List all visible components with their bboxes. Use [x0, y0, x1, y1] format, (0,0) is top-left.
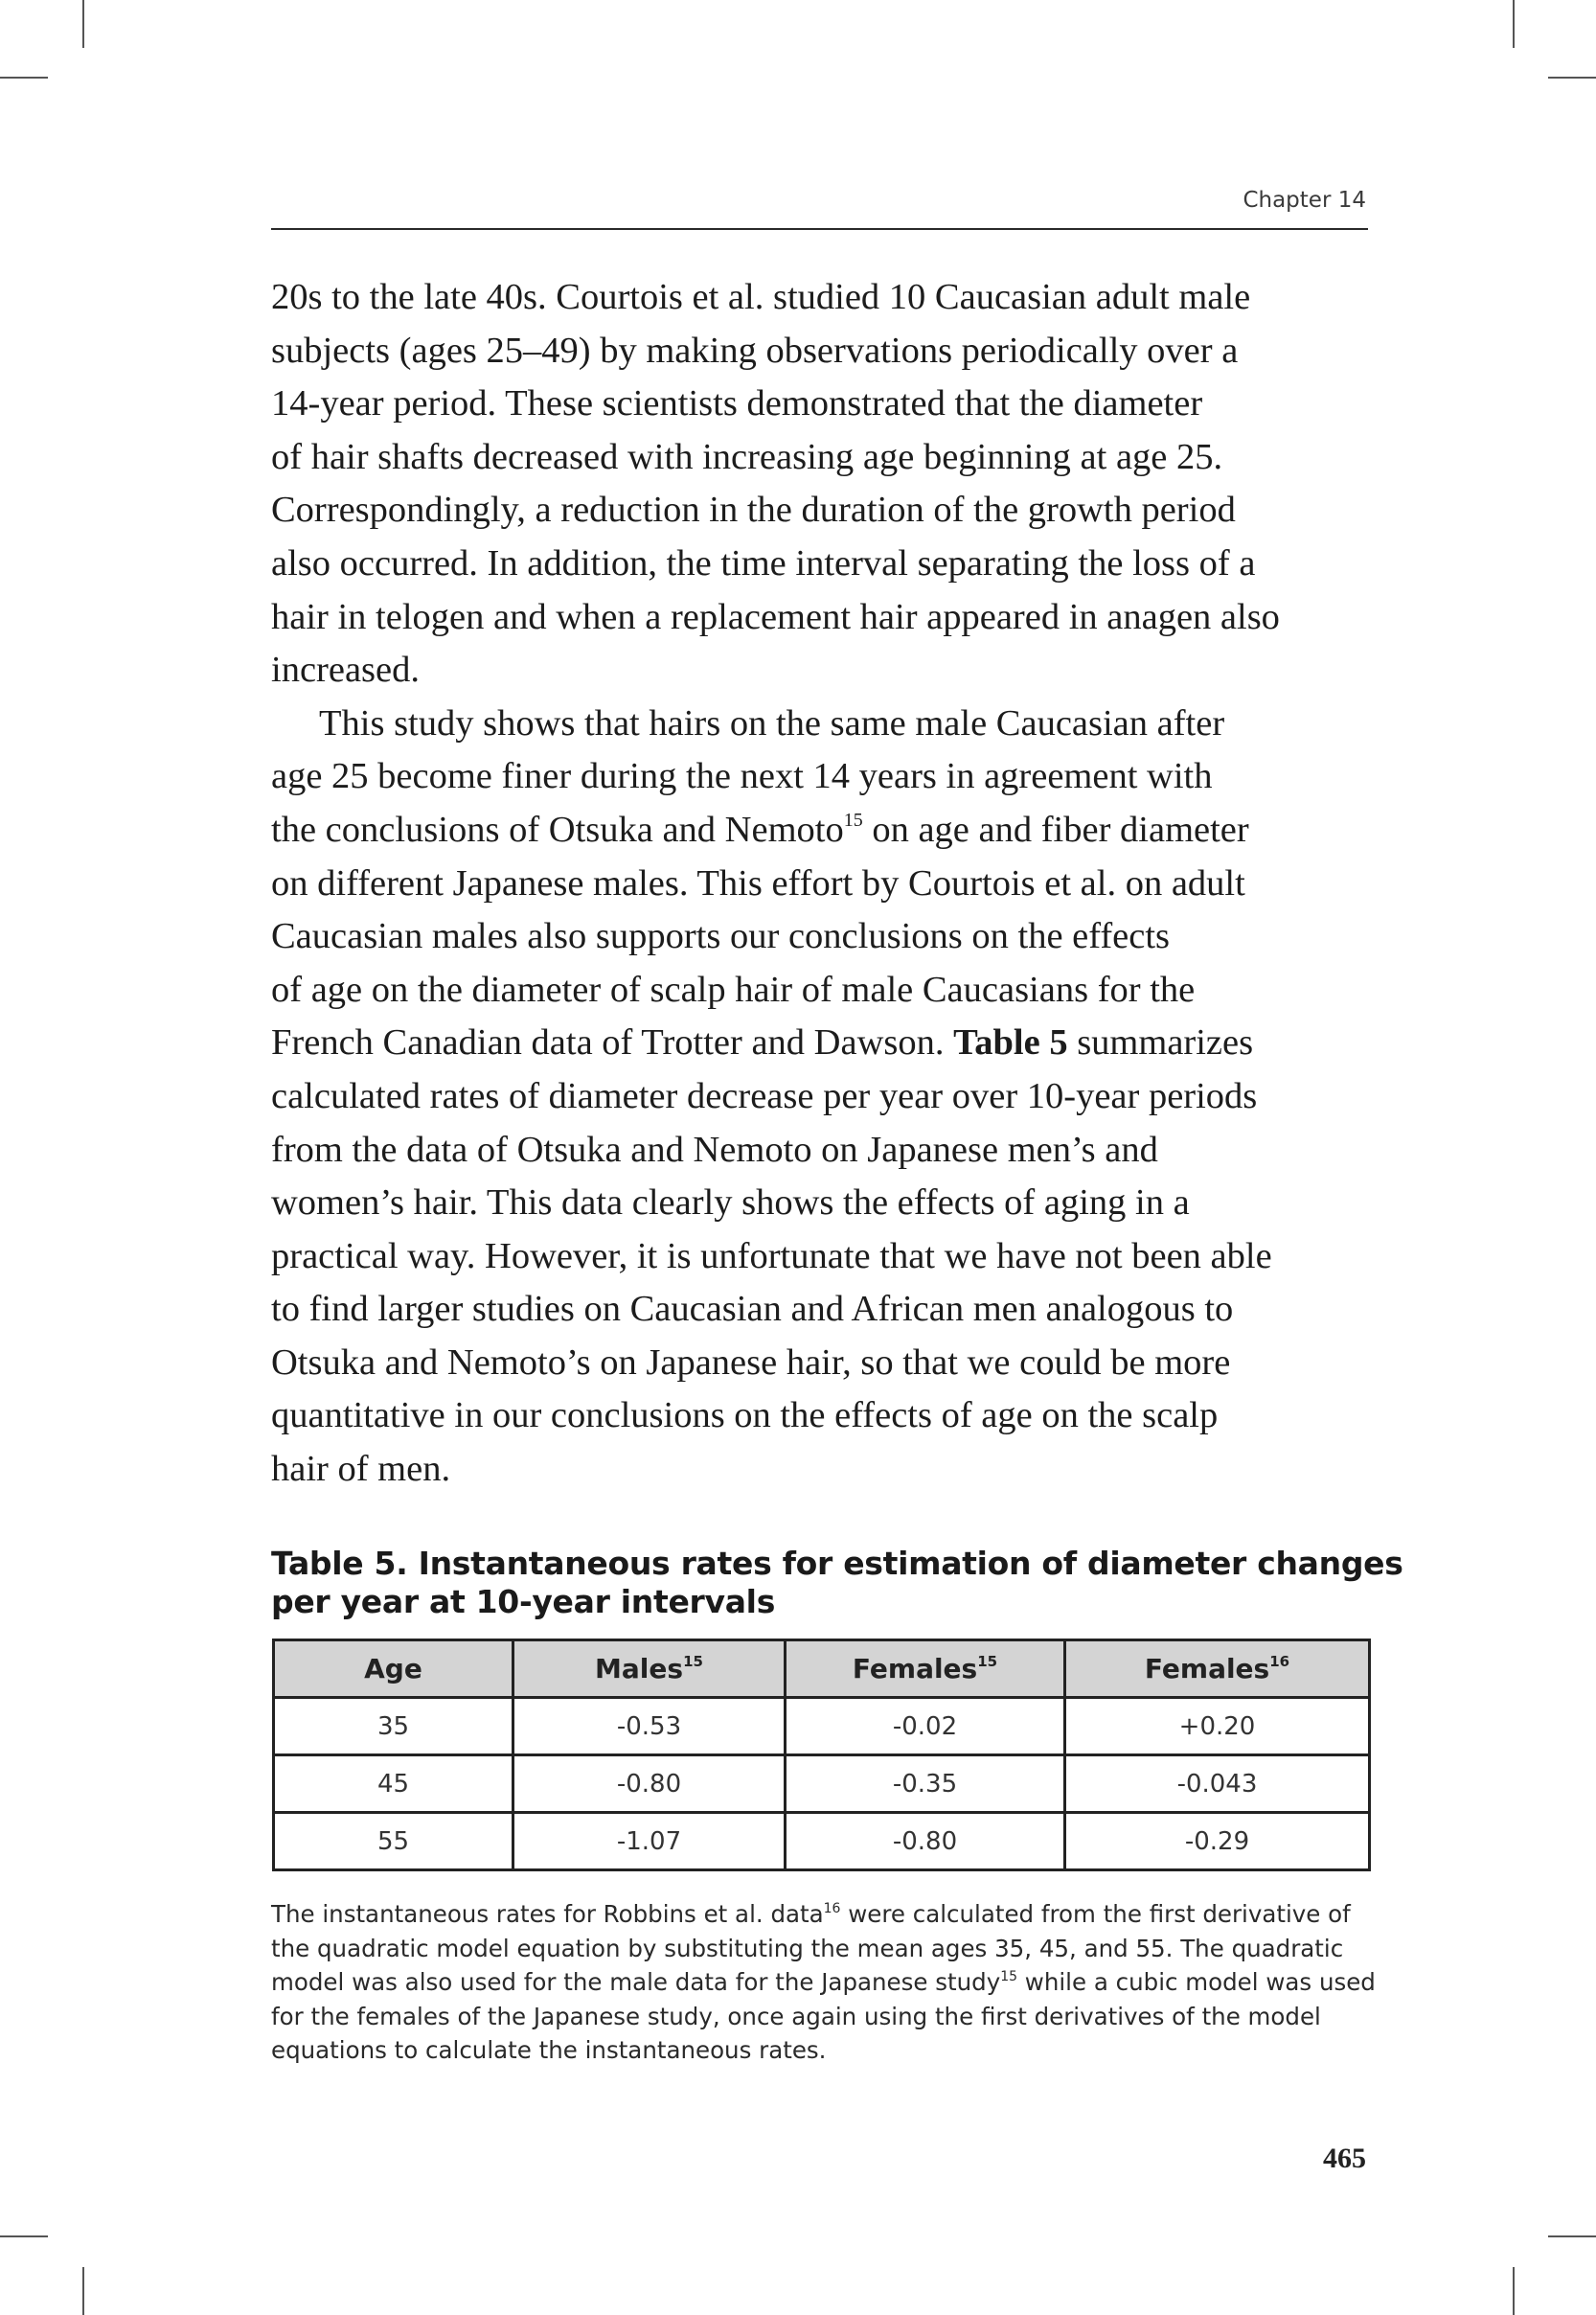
note-line: model was also used for the male data for the Japanese study$^{15}$ while a cubic model was used	[271, 1968, 1376, 1996]
body-text	[271, 271, 1392, 1497]
crop-mark	[1548, 77, 1596, 79]
text-line: Correspondingly, a reduction in the duration of the growth period	[271, 490, 1236, 531]
text-line: 20s to the late 40s. Courtois et al. studied 10 Caucasian adult male	[271, 277, 1251, 317]
note-line: the quadratic model equation by substituting the mean ages 35, 45, and 55. The quadratic	[271, 1934, 1344, 1962]
text-line: Caucasian males also supports our conclusions on the effects	[271, 916, 1171, 957]
table-cell: -0.80	[786, 1813, 1065, 1870]
table-cell: -0.80	[513, 1755, 786, 1813]
table-caption	[271, 1545, 1403, 1621]
text-line: age 25 become finer during the next 14 years in agreement with	[271, 756, 1213, 797]
text-line: of hair shafts decreased with increasing age beginning at age 25.	[271, 436, 1223, 477]
page-number: 465	[1323, 2143, 1366, 2174]
table-header-row	[274, 1640, 1370, 1698]
table-cell: -0.35	[786, 1755, 1065, 1813]
text-line: quantitative in our conclusions on the effects of age on the scalp	[271, 1395, 1219, 1436]
text-line: hair of men.	[271, 1449, 451, 1490]
running-header: Chapter 14	[1243, 188, 1366, 213]
citation-superscript: 15	[1000, 1969, 1018, 1984]
text-span: on age and fiber diameter	[862, 809, 1249, 850]
note-line: for the females of the Japanese study, once again using the first derivatives of the model	[271, 2002, 1321, 2030]
caption-line: Table 5. Instantaneous rates for estimation of diameter changes	[271, 1545, 1403, 1582]
text-line: increased.	[271, 650, 420, 691]
crop-mark	[1548, 2235, 1596, 2237]
header-rule	[271, 228, 1368, 230]
text-line: of age on the diameter of scalp hair of male Caucasians for the	[271, 969, 1196, 1010]
text-line: women’s hair. This data clearly shows the effects of aging in a	[271, 1182, 1190, 1224]
text-line: on different Japanese males. This effort by Courtois et al. on adult	[271, 862, 1245, 904]
text-line	[271, 804, 1392, 858]
column-header-age: Age	[274, 1640, 513, 1698]
text-line: hair in telogen and when a replacement hair appeared in anagen also	[271, 596, 1280, 637]
data-table	[272, 1639, 1371, 1871]
column-header-females: Females$^{15}$	[786, 1640, 1065, 1698]
text-line: subjects (ages 25–49) by making observations periodically over a	[271, 330, 1239, 371]
crop-mark	[0, 77, 48, 79]
table-cell: 45	[274, 1755, 513, 1813]
text-line	[271, 1017, 1392, 1070]
table-cell: -0.02	[786, 1698, 1065, 1755]
table-cell: -0.29	[1065, 1813, 1370, 1870]
table-row	[274, 1755, 1370, 1813]
crop-mark	[1513, 0, 1515, 48]
text-line: calculated rates of diameter decrease per year over 10-year periods	[271, 1075, 1258, 1116]
column-header-females: Females$^{16}$	[1065, 1640, 1370, 1698]
text-line: to find larger studies on Caucasian and African men analogous to	[271, 1289, 1234, 1330]
text-span: the conclusions of Otsuka and Nemoto	[271, 809, 844, 850]
text-line: This study shows that hairs on the same male Caucasian after	[319, 702, 1225, 744]
table-cell: -1.07	[513, 1813, 786, 1870]
text-span: French Canadian data of Trotter and Dawson.	[271, 1022, 954, 1064]
crop-mark	[82, 2267, 84, 2315]
table-row	[274, 1813, 1370, 1870]
table-cell: +0.20	[1065, 1698, 1370, 1755]
table-cell: -0.53	[513, 1698, 786, 1755]
text-line: also occurred. In addition, the time interval separating the loss of a	[271, 542, 1256, 584]
text-line: 14-year period. These scientists demonstrated that the diameter	[271, 383, 1203, 424]
text-span: summarizes	[1067, 1022, 1254, 1064]
table-cell: 35	[274, 1698, 513, 1755]
text-line: from the data of Otsuka and Nemoto on Japanese men’s and	[271, 1129, 1158, 1170]
citation-superscript: 15	[843, 809, 863, 831]
caption-line: per year at 10-year intervals	[271, 1583, 776, 1620]
table-reference: Table 5	[953, 1022, 1068, 1064]
note-line: equations to calculate the instantaneous rates.	[271, 2036, 827, 2064]
citation-superscript: 16	[823, 1901, 841, 1916]
note-line: The instantaneous rates for Robbins et al. data$^{16}$ were calculated from the first derivative of	[271, 1900, 1351, 1928]
table-footnote	[271, 1897, 1382, 2068]
column-header-males: Males$^{15}$	[513, 1640, 786, 1698]
crop-mark	[0, 2235, 48, 2237]
crop-mark	[1513, 2267, 1515, 2315]
table-cell: 55	[274, 1813, 513, 1870]
text-line: Otsuka and Nemoto’s on Japanese hair, so that we could be more	[271, 1341, 1231, 1383]
table-row	[274, 1698, 1370, 1755]
crop-mark	[82, 0, 84, 48]
text-line: practical way. However, it is unfortunate that we have not been able	[271, 1235, 1272, 1276]
table-cell: -0.043	[1065, 1755, 1370, 1813]
